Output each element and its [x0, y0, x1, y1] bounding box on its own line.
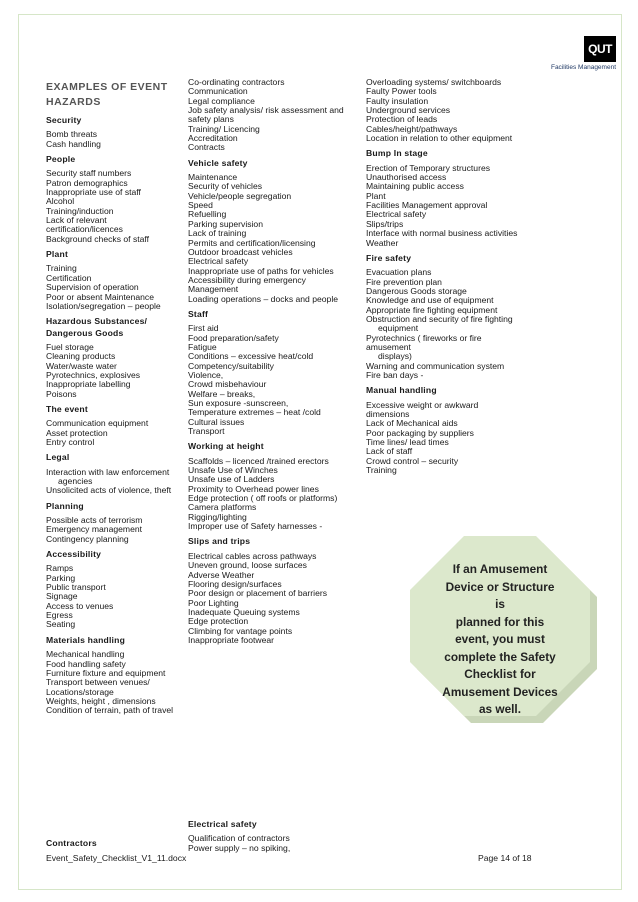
- list-item: Time lines/ lead times: [366, 437, 449, 448]
- list-item: Contingency planning: [46, 533, 129, 544]
- list-item: Asset protection: [46, 427, 108, 438]
- list-item: Erection of Temporary structures: [366, 162, 491, 173]
- section-heading: Slips and trips: [188, 536, 251, 547]
- list-item: Rigging/lighting: [188, 511, 247, 522]
- hazard-section: [188, 537, 358, 645]
- section-heading: The event: [46, 403, 88, 414]
- list-item: Transport between venues/: [46, 677, 150, 688]
- list-item: Transport: [188, 426, 225, 437]
- list-item: Signage: [46, 591, 78, 602]
- list-item: Supervision of operation: [46, 282, 139, 293]
- section-heading: Dangerous Goods: [46, 327, 124, 338]
- list-item: Training: [366, 465, 397, 476]
- section-heading: Bump In stage: [366, 148, 428, 159]
- electrical-safety-heading: Electrical safety: [188, 819, 257, 829]
- qut-logo: [546, 36, 616, 71]
- list-item: Inappropriate use of paths for vehicles: [188, 265, 334, 276]
- list-item: Inadequate Queuing systems: [188, 606, 300, 617]
- list-item: Possible acts of terrorism: [46, 515, 143, 526]
- list-item: Edge protection ( off roofs or platforms): [188, 493, 338, 504]
- list-item: Bomb threats: [46, 129, 98, 140]
- list-item: Violence,: [188, 369, 224, 380]
- list-item: Warning and communication system: [366, 360, 505, 371]
- callout-line: If an Amusement: [452, 562, 548, 576]
- logo-mark: QUT: [584, 36, 616, 62]
- section-heading: Hazardous Substances/: [46, 316, 148, 327]
- list-item: Management: [188, 284, 239, 295]
- list-item: Egress: [46, 610, 73, 621]
- list-item: Security staff numbers: [46, 168, 132, 179]
- list-item: Welfare – breaks,: [188, 388, 256, 399]
- list-item: Scaffolds – licenced /trained erectors: [188, 455, 329, 466]
- list-item: Unauthorised access: [366, 172, 447, 183]
- list-item: Knowledge and use of equipment: [366, 295, 494, 306]
- list-item: Poor design or placement of barriers: [188, 588, 328, 599]
- footer-filename: Event_Safety_Checklist_V1_11.docx: [46, 853, 187, 863]
- list-item: Edge protection: [188, 616, 249, 627]
- list-item: Improper use of Safety harnesses -: [188, 521, 323, 532]
- list-item: Location in relation to other equipment: [366, 133, 513, 144]
- list-item: Poor packaging by suppliers: [366, 427, 474, 438]
- list-item: Mechanical handling: [46, 649, 125, 660]
- list-item: Evacuation plans: [366, 267, 432, 278]
- list-item: Loading operations – docks and people: [188, 293, 339, 304]
- section-heading: Vehicle safety: [188, 157, 248, 168]
- section-heading: Fire safety: [366, 252, 412, 263]
- list-item: Qualification of contractors: [188, 833, 290, 844]
- list-item: Lack of staff: [366, 446, 413, 457]
- hazard-section: [46, 453, 181, 495]
- list-item: Climbing for vantage points: [188, 625, 293, 636]
- list-item: amusement: [366, 341, 411, 352]
- section-heading: People: [46, 154, 76, 165]
- list-item: Cables/height/pathways: [366, 123, 458, 134]
- list-item: Appropriate fire fighting equipment: [366, 304, 498, 315]
- list-item: Food preparation/safety: [188, 332, 279, 343]
- hazard-section: [46, 502, 181, 544]
- list-item: Parking: [46, 572, 76, 583]
- list-item: Accreditation: [188, 133, 238, 144]
- list-item: Patron demographics: [46, 177, 128, 188]
- list-item: Inappropriate labelling: [46, 379, 131, 390]
- callout-line: planned for this: [455, 614, 545, 629]
- list-item: Training/induction: [46, 205, 114, 216]
- list-item: Crowd misbehaviour: [188, 379, 267, 390]
- list-item: Locations/storage: [46, 686, 114, 697]
- hazard-section: [188, 310, 358, 436]
- list-item: Poor or absent Maintenance: [46, 291, 154, 302]
- list-item: Training/ Licencing: [188, 123, 260, 134]
- list-item: Parking supervision: [188, 218, 263, 229]
- list-item: Electrical safety: [366, 209, 427, 220]
- list-item: Lack of training: [188, 228, 247, 239]
- list-item: Proximity to Overhead power lines: [188, 483, 319, 494]
- callout-line: Checklist for: [464, 667, 536, 681]
- section-heading: Manual handling: [366, 385, 437, 396]
- list-item: displays): [378, 351, 412, 362]
- list-item: Refuelling: [188, 209, 227, 220]
- list-item: Crowd control – security: [366, 455, 459, 466]
- list-item: Alcohol: [46, 196, 75, 207]
- list-item: Furniture fixture and equipment: [46, 667, 166, 678]
- list-item: equipment: [378, 323, 419, 334]
- callout-line: event, you must: [455, 632, 545, 646]
- list-item: Poor Lighting: [188, 597, 239, 608]
- list-item: Maintaining public access: [366, 181, 464, 192]
- list-item: Faulty Power tools: [366, 86, 437, 97]
- list-item: Communication equipment: [46, 418, 149, 429]
- list-item: Sun exposure -sunscreen,: [188, 398, 289, 408]
- section-heading: Planning: [46, 500, 84, 511]
- hazard-section: [188, 442, 358, 531]
- list-item: Fire prevention plan: [366, 276, 442, 287]
- hazard-section: [46, 405, 181, 447]
- list-item: Accessibility during emergency: [188, 274, 306, 285]
- list-item: Adverse Weather: [188, 569, 255, 580]
- list-item: Obstruction and security of fire fighting: [366, 313, 513, 324]
- list-item: Power supply – no spiking,: [188, 842, 291, 853]
- hazard-section: [46, 317, 181, 399]
- hazard-section: [366, 254, 546, 380]
- list-item: Certification: [46, 272, 92, 283]
- list-item: Competency/suitability: [188, 360, 274, 371]
- list-item: Permits and certification/licensing: [188, 237, 316, 248]
- list-item: First aid: [188, 323, 219, 334]
- page-title: [46, 80, 181, 110]
- list-item: Legal compliance: [188, 95, 255, 106]
- list-item: Protection of leads: [366, 114, 438, 125]
- list-item: Weather: [366, 237, 399, 248]
- section-heading: Accessibility: [46, 549, 102, 560]
- list-item: Maintenance: [188, 172, 238, 183]
- list-item: Training: [46, 263, 77, 274]
- list-item: Background checks of staff: [46, 233, 150, 244]
- list-item: Interaction with law enforcement: [46, 466, 170, 477]
- list-item: Security of vehicles: [188, 181, 263, 192]
- hazard-section: [366, 386, 546, 475]
- list-item: Pyrotechnics, explosives: [46, 369, 141, 380]
- list-item: Entry control: [46, 436, 95, 447]
- list-item: Interface with normal business activities: [366, 228, 518, 239]
- list-item: Inappropriate footwear: [188, 634, 274, 645]
- section-heading: Materials handling: [46, 634, 126, 645]
- hazard-section: [188, 159, 358, 304]
- list-item: Lack of relevant: [46, 215, 107, 226]
- callout-line: complete the Safety: [444, 649, 556, 664]
- list-item: Cleaning products: [46, 351, 116, 362]
- list-item: Cash handling: [46, 138, 101, 149]
- footer-page-number: Page 14 of 18: [478, 853, 532, 863]
- list-item: Fatigue: [188, 341, 217, 352]
- list-item: Fuel storage: [46, 341, 94, 352]
- callout-line: as well.: [479, 702, 521, 716]
- list-item: Water/waste water: [46, 360, 117, 371]
- list-item: Facilities Management approval: [366, 200, 488, 211]
- list-item: Flooring design/surfaces: [188, 578, 282, 589]
- list-item: Unsafe Use of Winches: [188, 465, 278, 476]
- list-item: Faulty insulation: [366, 95, 429, 106]
- list-item: Unsolicited acts of violence, theft: [46, 485, 172, 496]
- hazard-section: [188, 78, 358, 153]
- hazard-section: [46, 550, 181, 630]
- list-item: Camera platforms: [188, 502, 257, 513]
- column-right: [366, 78, 546, 481]
- hazard-section: [46, 116, 181, 149]
- section-heading: Plant: [46, 249, 69, 260]
- list-item: Conditions – excessive heat/cold: [188, 351, 314, 362]
- list-item: Uneven ground, loose surfaces: [188, 560, 307, 571]
- hazard-section: [366, 149, 546, 247]
- section-heading: Working at height: [188, 441, 264, 452]
- list-item: Job safety analysis/ risk assessment and: [188, 105, 344, 116]
- column-left: [46, 78, 181, 722]
- electrical-safety-section: [188, 820, 290, 853]
- list-item: Condition of terrain, path of travel: [46, 705, 174, 716]
- title-line-2: HAZARDS: [46, 96, 101, 108]
- list-item: Excessive weight or awkward: [366, 399, 479, 410]
- list-item: Co-ordinating contractors: [188, 77, 285, 87]
- list-item: Plant: [366, 190, 386, 201]
- list-item: Contracts: [188, 142, 225, 153]
- list-item: dimensions: [366, 409, 410, 419]
- contractors-heading: Contractors: [46, 838, 97, 848]
- section-heading: Legal: [46, 452, 70, 463]
- list-item: certification/licences: [46, 224, 123, 235]
- list-item: Cultural issues: [188, 416, 245, 427]
- list-item: agencies: [58, 476, 93, 486]
- list-item: Electrical cables across pathways: [188, 550, 317, 561]
- list-item: Seating: [46, 619, 76, 630]
- section-heading: Staff: [188, 308, 209, 319]
- hazard-section: [366, 78, 546, 143]
- callout-line: Device or Structure is: [445, 579, 555, 611]
- section-heading: Security: [46, 115, 82, 125]
- list-item: Overloading systems/ switchboards: [366, 77, 502, 87]
- list-item: Poisons: [46, 388, 77, 399]
- list-item: Dangerous Goods storage: [366, 285, 467, 296]
- list-item: Inappropriate use of staff: [46, 187, 141, 198]
- list-item: Emergency management: [46, 524, 143, 535]
- list-item: Communication: [188, 86, 248, 97]
- list-item: Public transport: [46, 582, 106, 593]
- list-item: Underground services: [366, 105, 451, 116]
- list-item: safety plans: [188, 114, 234, 125]
- list-item: Outdoor broadcast vehicles: [188, 246, 293, 257]
- hazard-section: [46, 636, 181, 716]
- list-item: Access to venues: [46, 600, 114, 611]
- column-middle: [188, 78, 358, 651]
- title-line-1: EXAMPLES OF EVENT: [46, 81, 168, 93]
- list-item: Electrical safety: [188, 256, 249, 267]
- list-item: Slips/trips: [366, 218, 404, 229]
- list-item: Pyrotechnics ( fireworks or fire: [366, 332, 482, 343]
- hazard-section: [46, 250, 181, 311]
- hazard-section: [46, 155, 181, 244]
- callout-line: Amusement Devices: [442, 684, 558, 699]
- list-item: Speed: [188, 200, 213, 211]
- list-item: Vehicle/people segregation: [188, 190, 292, 201]
- list-item: Temperature extremes – heat /cold: [188, 407, 321, 418]
- logo-subtitle: Facilities Management: [550, 64, 616, 71]
- list-item: Unsafe use of Ladders: [188, 474, 275, 485]
- list-item: Lack of Mechanical aids: [366, 418, 458, 429]
- list-item: Fire ban days -: [366, 369, 424, 380]
- list-item: Ramps: [46, 563, 74, 574]
- list-item: Weights, height , dimensions: [46, 695, 156, 706]
- list-item: Food handling safety: [46, 658, 126, 669]
- list-item: Isolation/segregation – people: [46, 300, 161, 311]
- amusement-callout-text: [440, 561, 560, 719]
